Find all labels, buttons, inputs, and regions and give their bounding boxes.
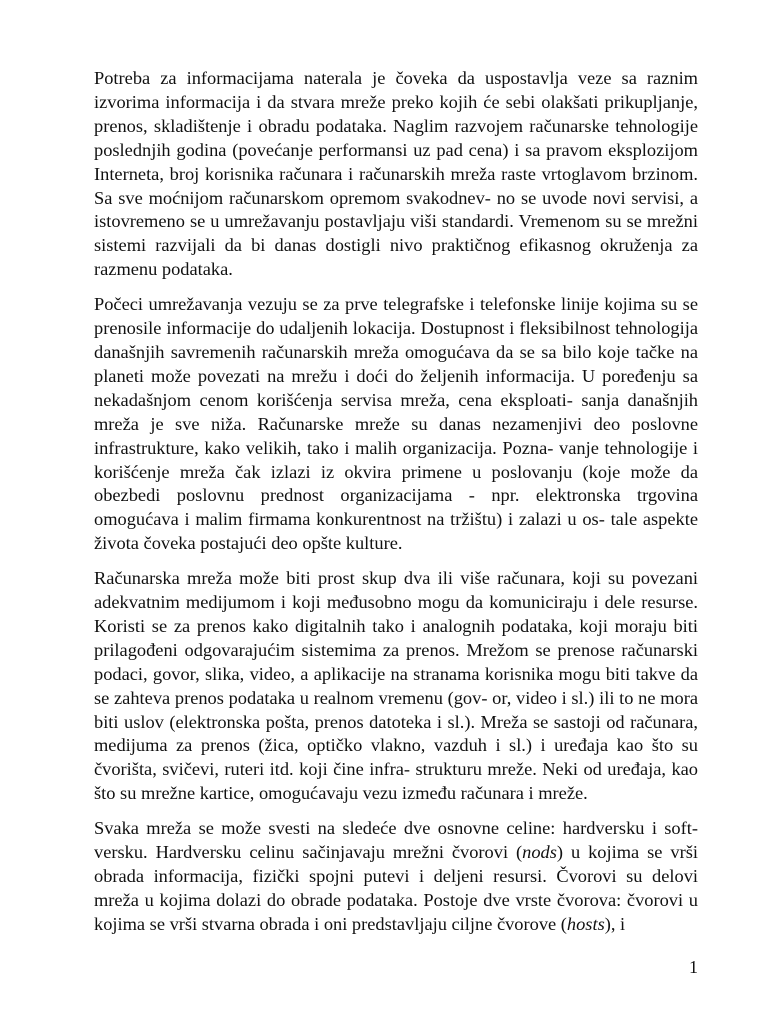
paragraph-2 xyxy=(94,293,698,556)
paragraph-4-text-b: ) u kojima se vrši obrada informacija, fizički spojni putevi i deljeni resursi. Čvorovi su delovi mreža u kojima dolazi do obrade podataka. Postoje dve vrste čvorova: čvorovi u kojima se vrši stvarna obrada i oni predstavljaju ciljne čvorove ( xyxy=(94,842,698,934)
paragraph-2-text: Počeci umrežavanja vezuju se za prve telegrafske i telefonske linije kojima su se prenosile informacije do udaljenih lokacija. Dostupnost i fleksibilnost tehnologija današnjih savremenih računarskih mreža omogućava da se sa bilo koje tačke na planeti može povezati na mrežu i doći do željenih informacija. U poređenju sa nekadašnjom cenom korišćenja servisa mreža, cena eksploati- sanja današnjih mreža je sve niža. Računarske mreže su danas nezamenjivi deo poslovne infrastrukture, kako velikih, tako i malih organizacija. Pozna- vanje tehnologije i korišćenje mreža čak izlazi iz okvira primene u poslovanju (koje može da obezbedi poslovnu prednost organizacijama - npr. elektronska trgovina omogućava i malim firmama konkurentnost na tržištu) i zalazi u os- tale aspekte života čoveka postajući deo opšte kulture. xyxy=(94,294,698,554)
term-hosts: hosts xyxy=(566,913,605,934)
page-number: 1 xyxy=(689,957,698,977)
paragraph-1-text: Potreba za informacijama naterala je čoveka da uspostavlja veze sa raznim izvorima informacija i da stvara mreže preko kojih će sebi olakšati prikupljanje, prenos, skladištenje i obradu podataka. Naglim razvojem računarske tehnologije poslednjih godina (povećanje performansi uz pad cena) i sa pravom eksplozijom Interneta, broj korisnika računara i računarskih mreža raste vrtoglavom brzinom. Sa sve moćnijom računarskom opremom svakodnev- no se uvode novi servisi, a istovremeno se u umrežavanju postavljaju viši standardi. Vremenom su se mrežni sistemi razvijali da bi danas dostigli nivo praktičnog efikasnog okruženja za razmenu podataka. xyxy=(94,68,698,280)
paragraph-4 xyxy=(94,817,698,937)
paragraph-1 xyxy=(94,67,698,282)
paragraph-4-text-c: ), i xyxy=(604,913,626,934)
paragraph-3 xyxy=(94,567,698,806)
document-body xyxy=(94,67,698,948)
paragraph-4-text-a: Svaka mreža se može svesti na sledeće dve osnovne celine: hardversku i soft- versku. Hardversku celinu sačinjavaju mrežni čvorovi ( xyxy=(94,818,698,863)
term-nods: nods xyxy=(522,842,557,863)
paragraph-3-text: Računarska mreža može biti prost skup dva ili više računara, koji su povezani adekvatnim medijumom i koji međusobno mogu da komuniciraju i dele resurse. Koristi se za prenos kako digitalnih tako i analognih podataka, koji moraju biti prilagođeni odgovarajućim sistemima za prenos. Mrežom se prenose računarski podaci, govor, slika, video, a aplikacije na stranama korisnika mogu biti takve da se zahteva prenos podataka u realnom vremenu (gov- or, video i sl.) ili to ne mora biti uslov (elektronska pošta, prenos datoteka i sl.). Mreža se sastoji od računara, medijuma za prenos (žica, optičko vlakno, vazduh i sl.) i uređaja kao što su čvorišta, svičevi, ruteri itd. koji čine infra- strukturu mreže. Neki od uređaja, kao što su mrežne kartice, omogućavaju vezu između računara i mreže. xyxy=(94,568,698,804)
